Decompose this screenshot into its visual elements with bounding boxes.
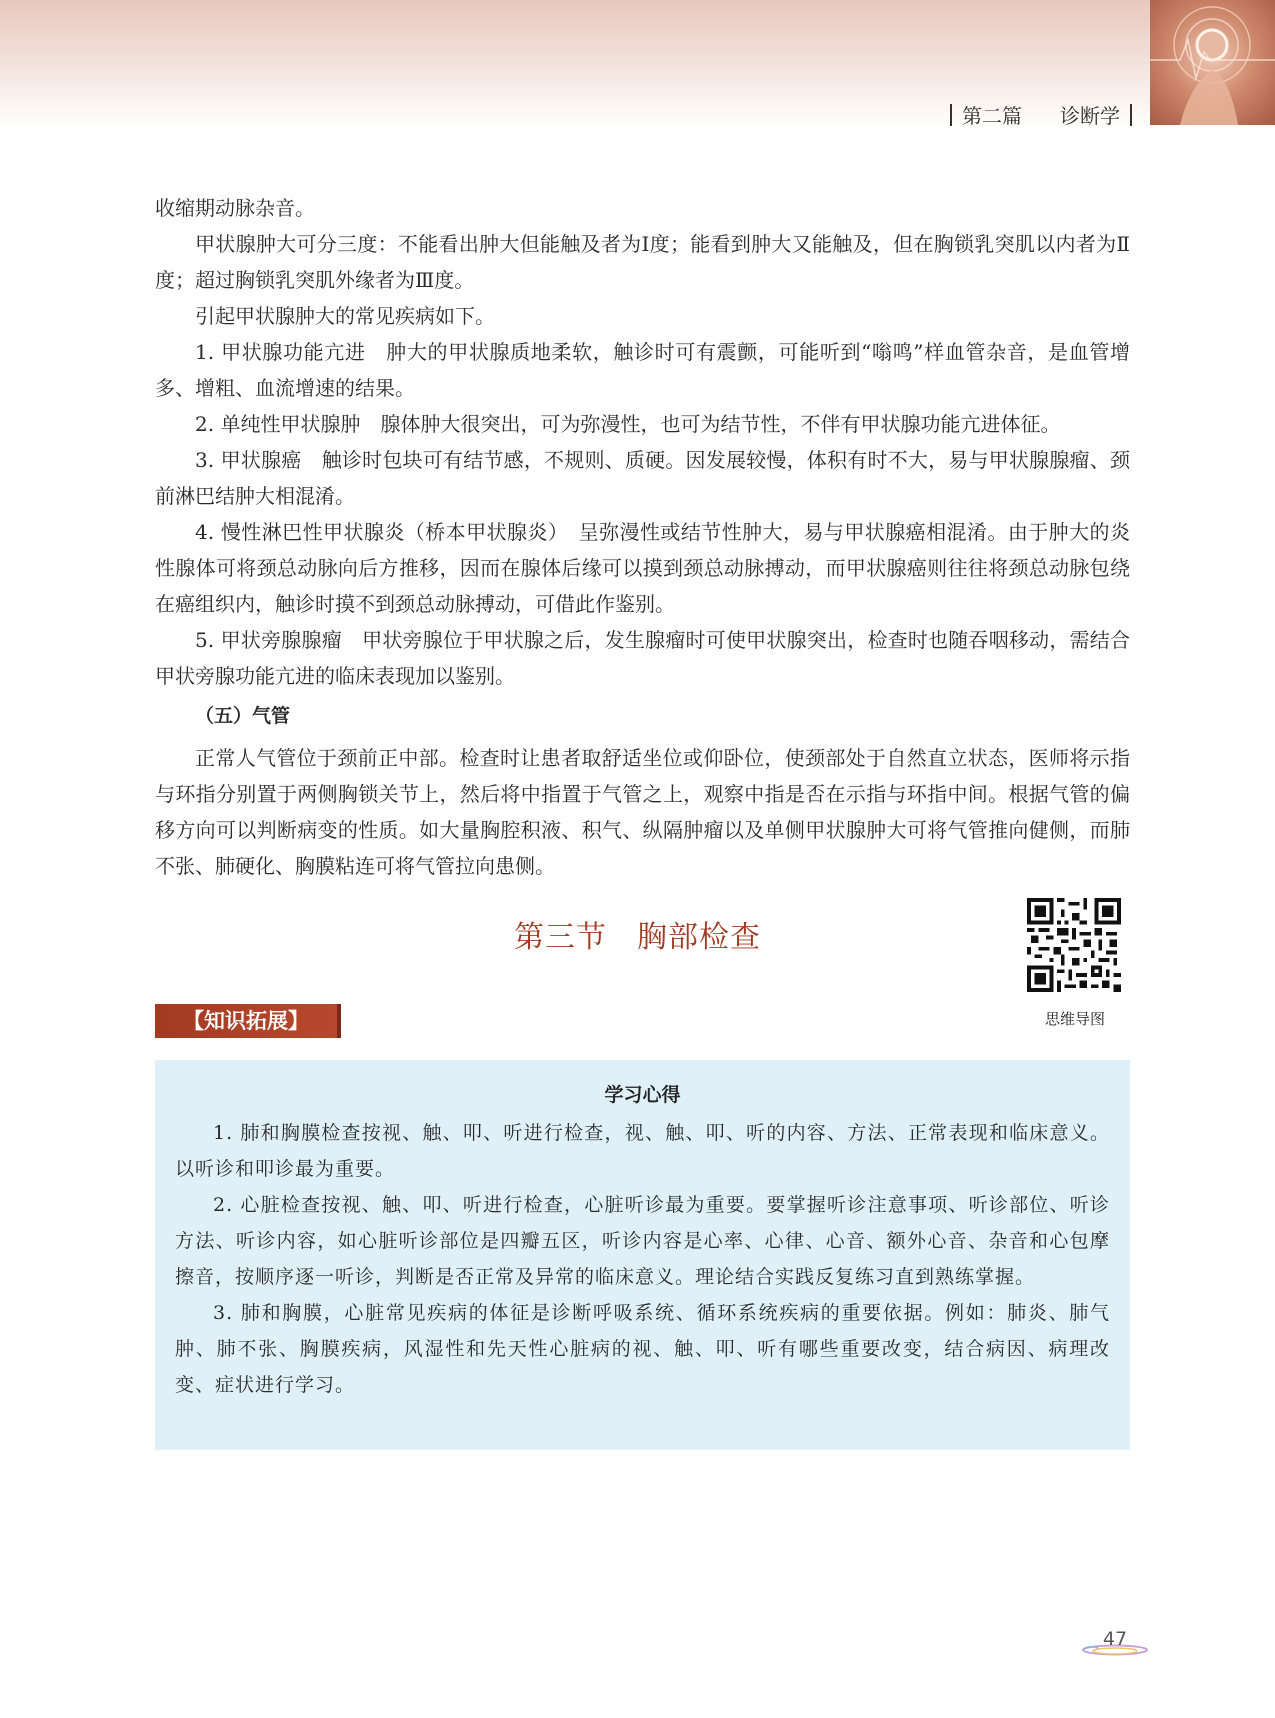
paragraph: 1. 甲状腺功能亢进 肿大的甲状腺质地柔软，触诊时可有震颤，可能听到“嗡鸣”样血管杂音，是血管增多、增粗、血流增速的结果。 xyxy=(155,340,1130,400)
running-header xyxy=(950,100,1132,129)
paragraph: 5. 甲状旁腺腺瘤 甲状旁腺位于甲状腺之后，发生腺瘤时可使甲状腺突出，检查时也随吞咽移动，需结合甲状旁腺功能亢进的临床表现加以鉴别。 xyxy=(155,628,1130,688)
header-part: 第二篇 xyxy=(962,104,1022,128)
corner-photo-stethoscope xyxy=(1150,0,1275,125)
qr-label: 思维导图 xyxy=(1044,1010,1105,1028)
study-note-item: 1. 肺和胸膜检查按视、触、叩、听进行检查，视、触、叩、听的内容、方法、正常表现和临床意义。以听诊和叩诊最为重要。 xyxy=(175,1122,1110,1180)
paragraph: 2. 单纯性甲状腺肿 腺体肿大很突出，可为弥漫性，也可为结节性，不伴有甲状腺功能亢进体征。 xyxy=(195,412,1061,436)
study-notes-box xyxy=(155,1060,1130,1450)
qr-code-icon[interactable] xyxy=(1027,898,1121,992)
section-name: 胸部检查 xyxy=(637,920,761,955)
paragraph: 引起甲状腺肿大的常见疾病如下。 xyxy=(195,304,495,328)
header-divider xyxy=(950,104,952,126)
paragraph: 4. 慢性淋巴性甲状腺炎（桥本甲状腺炎） 呈弥漫性或结节性肿大，易与甲状腺癌相混淆。由于肿大的炎性腺体可将颈总动脉向后方推移，因而在腺体后缘可以摸到颈总动脉搏动，而甲状腺癌则往往将颈总动脉包绕在癌组织内，触诊时摸不到颈总动脉搏动，可借此作鉴别。 xyxy=(155,520,1130,616)
section-number: 第三节 xyxy=(514,920,607,955)
header-subject: 诊断学 xyxy=(1060,104,1120,128)
paragraph: 正常人气管位于颈前正中部。检查时让患者取舒适坐位或仰卧位，使颈部处于自然直立状态，医师将示指与环指分别置于两侧胸锁关节上，然后将中指置于气管之上，观察中指是否在示指与环指中间。根据气管的偏移方向可以判断病变的性质。如大量胸腔积液、积气、纵隔肿瘤以及单侧甲状腺肿大可将气管推向健侧，而肺不张、肺硬化、胸膜粘连可将气管拉向患侧。 xyxy=(155,746,1130,878)
study-notes-title: 学习心得 xyxy=(604,1084,681,1106)
paragraph: 3. 甲状腺癌 触诊时包块可有结节感，不规则、质硬。因发展较慢，体积有时不大，易与甲状腺腺瘤、颈前淋巴结肿大相混淆。 xyxy=(155,448,1130,508)
paragraph: 收缩期动脉杂音。 xyxy=(155,196,315,220)
page-number: 47 xyxy=(1080,1628,1150,1658)
study-note-item: 3. 肺和胸膜，心脏常见疾病的体征是诊断呼吸系统、循环系统疾病的重要依据。例如：肺炎、肺气肿、肺不张、胸膜疾病，风湿性和先天性心脏病的视、触、叩、听有哪些重要改变，结合病因、病理改变、症状进行学习。 xyxy=(175,1302,1110,1396)
knowledge-extension-label: 【知识拓展】 xyxy=(155,1004,337,1038)
header-divider xyxy=(1130,104,1132,126)
main-text xyxy=(155,190,1130,884)
study-note-item: 2. 心脏检查按视、触、叩、听进行检查，心脏听诊最为重要。要掌握听诊注意事项、听诊部位、听诊方法、听诊内容，如心脏听诊部位是四瓣五区，听诊内容是心率、心律、心音、额外心音、杂音和心包摩擦音，按顺序逐一听诊，判断是否正常及异常的临床意义。理论结合实践反复练习直到熟练掌握。 xyxy=(175,1194,1110,1288)
subheading-trachea: （五）气管 xyxy=(195,705,291,727)
stethoscope-icon xyxy=(1150,0,1275,125)
paragraph: 甲状腺肿大可分三度：不能看出肿大但能触及者为Ⅰ度；能看到肿大又能触及，但在胸锁乳突肌以内者为Ⅱ度；超过胸锁乳突肌外缘者为Ⅲ度。 xyxy=(155,232,1130,292)
